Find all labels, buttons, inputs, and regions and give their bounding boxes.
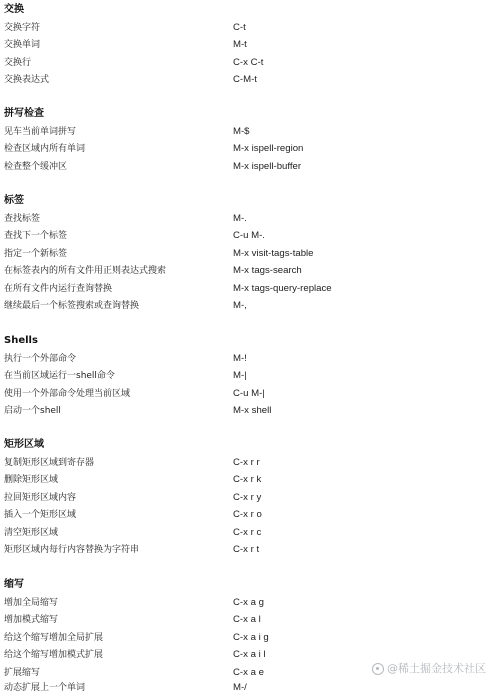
command-description: 查找标签: [4, 214, 41, 224]
command-row: [0, 544, 500, 561]
command-description: 交换字符: [4, 23, 41, 33]
command-row: [0, 57, 500, 74]
command-keybinding: M-/: [233, 682, 247, 693]
command-row: [0, 265, 500, 282]
command-keybinding: C-x r r: [233, 457, 260, 468]
command-row: [0, 632, 500, 649]
command-description: 在当前区域运行一shell命令: [4, 371, 115, 382]
command-row: [0, 597, 500, 614]
command-keybinding: M-x tags-query-replace: [233, 282, 332, 294]
command-description: 执行一个外部命令: [4, 354, 77, 364]
command-keybinding: C-x r c: [233, 526, 262, 538]
command-keybinding: M-x visit-tags-table: [233, 247, 314, 259]
command-row: [0, 370, 500, 387]
command-description: 矩形区域内每行内容替换为字符串: [4, 545, 140, 555]
command-description: 复制矩形区域到寄存器: [4, 458, 95, 468]
command-description: 交换行: [4, 57, 32, 68]
command-description: 在所有文件内运行查询替换: [4, 283, 113, 294]
command-description: 交换表达式: [4, 75, 50, 86]
command-keybinding: C-x r k: [233, 474, 262, 486]
command-description: 见车当前单词拼写: [4, 127, 77, 137]
command-description: 清空矩形区域: [4, 527, 59, 538]
command-description: 检查整个缓冲区: [4, 161, 68, 172]
command-keybinding: C-x a i g: [233, 631, 269, 643]
command-keybinding: C-x r t: [233, 544, 260, 555]
command-keybinding: C-x C-t: [233, 56, 264, 68]
command-keybinding: C-M-t: [233, 74, 257, 86]
watermark: [372, 662, 486, 676]
command-description: 交换单词: [4, 40, 41, 51]
command-keybinding: C-x a e: [233, 666, 264, 678]
command-keybinding: C-x r y: [233, 491, 262, 503]
command-row: [0, 527, 500, 544]
command-row: [0, 457, 500, 474]
command-keybinding: M-x tags-search: [233, 265, 302, 277]
command-row: [0, 143, 500, 160]
command-row: [0, 283, 500, 300]
command-keybinding: C-x a g: [233, 597, 264, 608]
command-row: [0, 353, 500, 370]
command-keybinding: M-|: [233, 370, 247, 382]
command-description: 扩展缩写: [4, 667, 41, 678]
command-row: [0, 614, 500, 631]
command-description: 启动一个shell: [4, 406, 61, 417]
command-row: [0, 74, 500, 91]
command-description: 拉回矩形区域内容: [4, 492, 77, 503]
command-keybinding: M-x ispell-buffer: [233, 160, 302, 172]
command-row: [0, 22, 500, 39]
command-keybinding: M-,: [233, 300, 247, 311]
command-row: [0, 474, 500, 491]
command-description: 插入一个矩形区域: [4, 510, 77, 521]
command-keybinding: C-x r o: [233, 509, 262, 521]
command-row: [0, 248, 500, 265]
command-description: 使用一个外部命令处理当前区域: [4, 388, 131, 399]
command-keybinding: M-!: [233, 353, 247, 364]
command-row: [0, 161, 500, 178]
command-description: 检查区域内所有单词: [4, 144, 86, 155]
command-row: [0, 388, 500, 405]
command-description: 查找下一个标签: [4, 231, 68, 242]
command-row: [0, 492, 500, 509]
command-keybinding: C-t: [233, 22, 246, 33]
command-keybinding: M-$: [233, 126, 250, 137]
command-row: [0, 405, 500, 422]
command-keybinding: M-x ispell-region: [233, 143, 304, 155]
command-keybinding: M-t: [233, 39, 247, 51]
section-title: Shells: [4, 335, 38, 346]
juejin-logo-icon: [372, 663, 384, 675]
command-keybinding: M-.: [233, 213, 247, 224]
command-description: 给这个缩写增加全局扩展: [4, 632, 104, 643]
command-row: [0, 213, 500, 230]
command-description: 指定一个新标签: [4, 248, 68, 259]
section-title: 缩写: [4, 579, 24, 590]
command-row: [0, 509, 500, 526]
command-keybinding: M-x shell: [233, 405, 272, 417]
command-description: 删除矩形区域: [4, 475, 59, 486]
command-description: 继续最后一个标签搜索或查询替换: [4, 301, 140, 311]
command-row: [0, 300, 500, 317]
section-title: 标签: [4, 195, 24, 206]
command-description: 动态扩展上一个单词: [4, 683, 86, 693]
command-keybinding: C-x a l: [233, 614, 261, 626]
command-description: 在标签表内的所有文件用正则表达式搜索: [4, 266, 167, 277]
command-keybinding: C-u M-.: [233, 230, 265, 242]
command-description: 给这个缩写增加模式扩展: [4, 650, 104, 661]
section-title: 拼写检查: [4, 108, 44, 119]
command-keybinding: C-u M-|: [233, 387, 265, 399]
command-row: [0, 39, 500, 56]
command-description: 增加模式缩写: [4, 615, 59, 626]
command-keybinding: C-x a i l: [233, 649, 266, 661]
section-title: 交换: [4, 4, 24, 15]
command-row: [0, 126, 500, 143]
command-row: [0, 682, 500, 699]
watermark-text: @稀土掘金技术社区: [387, 662, 486, 675]
command-description: 增加全局缩写: [4, 598, 59, 608]
command-row: [0, 230, 500, 247]
section-title: 矩形区域: [4, 439, 44, 450]
